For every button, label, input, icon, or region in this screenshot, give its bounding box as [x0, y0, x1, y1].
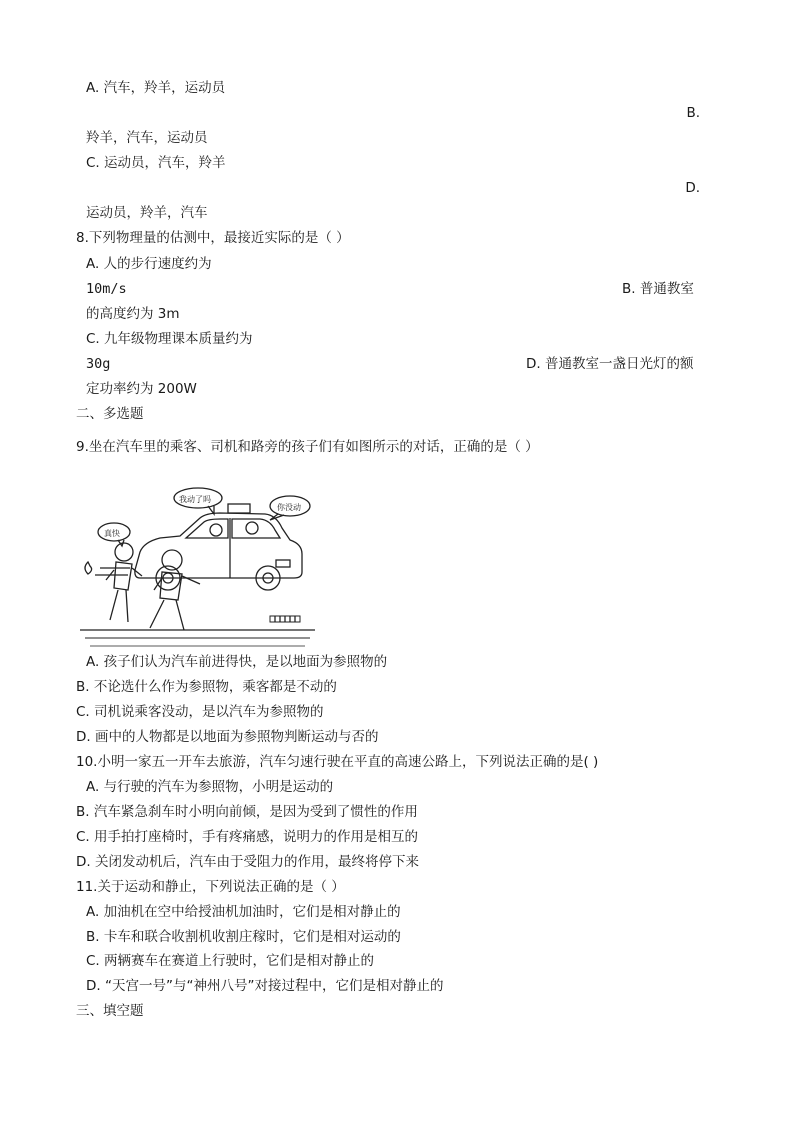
q7-option-b-label: B. — [686, 105, 700, 121]
bubble-driver: 你没动 — [277, 503, 301, 512]
q9-illustration — [80, 480, 315, 650]
q10-option-d: D. 关闭发动机后，汽车由于受阻力的作用，最终将停下来 — [76, 854, 419, 870]
q8-option-a-cont: 10m/s — [86, 281, 127, 297]
q11-stem: 11.关于运动和静止，下列说法正确的是（ ） — [76, 879, 345, 895]
q8-stem: 8.下列物理量的估测中，最接近实际的是（ ） — [76, 230, 350, 246]
q11-option-c: C. 两辆赛车在赛道上行驶时，它们是相对静止的 — [86, 953, 375, 969]
bubble-passenger: 我动了吗 — [179, 495, 211, 504]
q10-option-c: C. 用手拍打座椅时，手有疼痛感，说明力的作用是相互的 — [76, 829, 419, 845]
q11-option-a: A. 加油机在空中给授油机加油时，它们是相对静止的 — [86, 904, 401, 920]
section-title-multi-choice: 二、多选题 — [76, 406, 144, 422]
q8-option-b: B. 普通教室 — [622, 281, 694, 297]
q10-option-a: A. 与行驶的汽车为参照物，小明是运动的 — [86, 779, 334, 795]
q9-option-a: A. 孩子们认为汽车前进得快，是以地面为参照物的 — [86, 654, 388, 670]
q8-option-d-cont: 定功率约为 200W — [86, 381, 197, 397]
q8-option-b-cont: 的高度约为 3m — [86, 306, 180, 322]
q9-option-c: C. 司机说乘客没动，是以汽车为参照物的 — [76, 704, 324, 720]
q10-stem: 10.小明一家五一开车去旅游，汽车匀速行驶在平直的高速公路上，下列说法正确的是( ) — [76, 754, 599, 770]
bubble-children: 真快 — [104, 529, 120, 538]
q8-option-c-cont: 30g — [86, 356, 111, 372]
q7-option-a: A. 汽车，羚羊，运动员 — [86, 80, 226, 96]
q9-option-d: D. 画中的人物都是以地面为参照物判断运动与否的 — [76, 729, 379, 745]
q7-option-d-label: D. — [685, 180, 700, 196]
q8-option-c: C. 九年级物理课本质量约为 — [86, 331, 253, 347]
q9-stem: 9.坐在汽车里的乘客、司机和路旁的孩子们有如图所示的对话，正确的是（ ） — [76, 439, 539, 455]
q9-option-b: B. 不论选什么作为参照物，乘客都是不动的 — [76, 679, 337, 695]
q7-option-b-text: 羚羊，汽车，运动员 — [86, 130, 208, 146]
section-title-fill-blank: 三、填空题 — [76, 1003, 144, 1019]
q11-option-b: B. 卡车和联合收割机收割庄稼时，它们是相对运动的 — [86, 929, 401, 945]
q7-option-c: C. 运动员，汽车，羚羊 — [86, 155, 226, 171]
q8-option-a: A. 人的步行速度约为 — [86, 256, 212, 272]
q7-option-d-text: 运动员，羚羊，汽车 — [86, 205, 208, 221]
q10-option-b: B. 汽车紧急刹车时小明向前倾，是因为受到了惯性的作用 — [76, 804, 418, 820]
q11-option-d: D. “天宫一号”与“神州八号”对接过程中，它们是相对静止的 — [86, 978, 444, 994]
q8-option-d: D. 普通教室一盏日光灯的额 — [526, 356, 694, 372]
